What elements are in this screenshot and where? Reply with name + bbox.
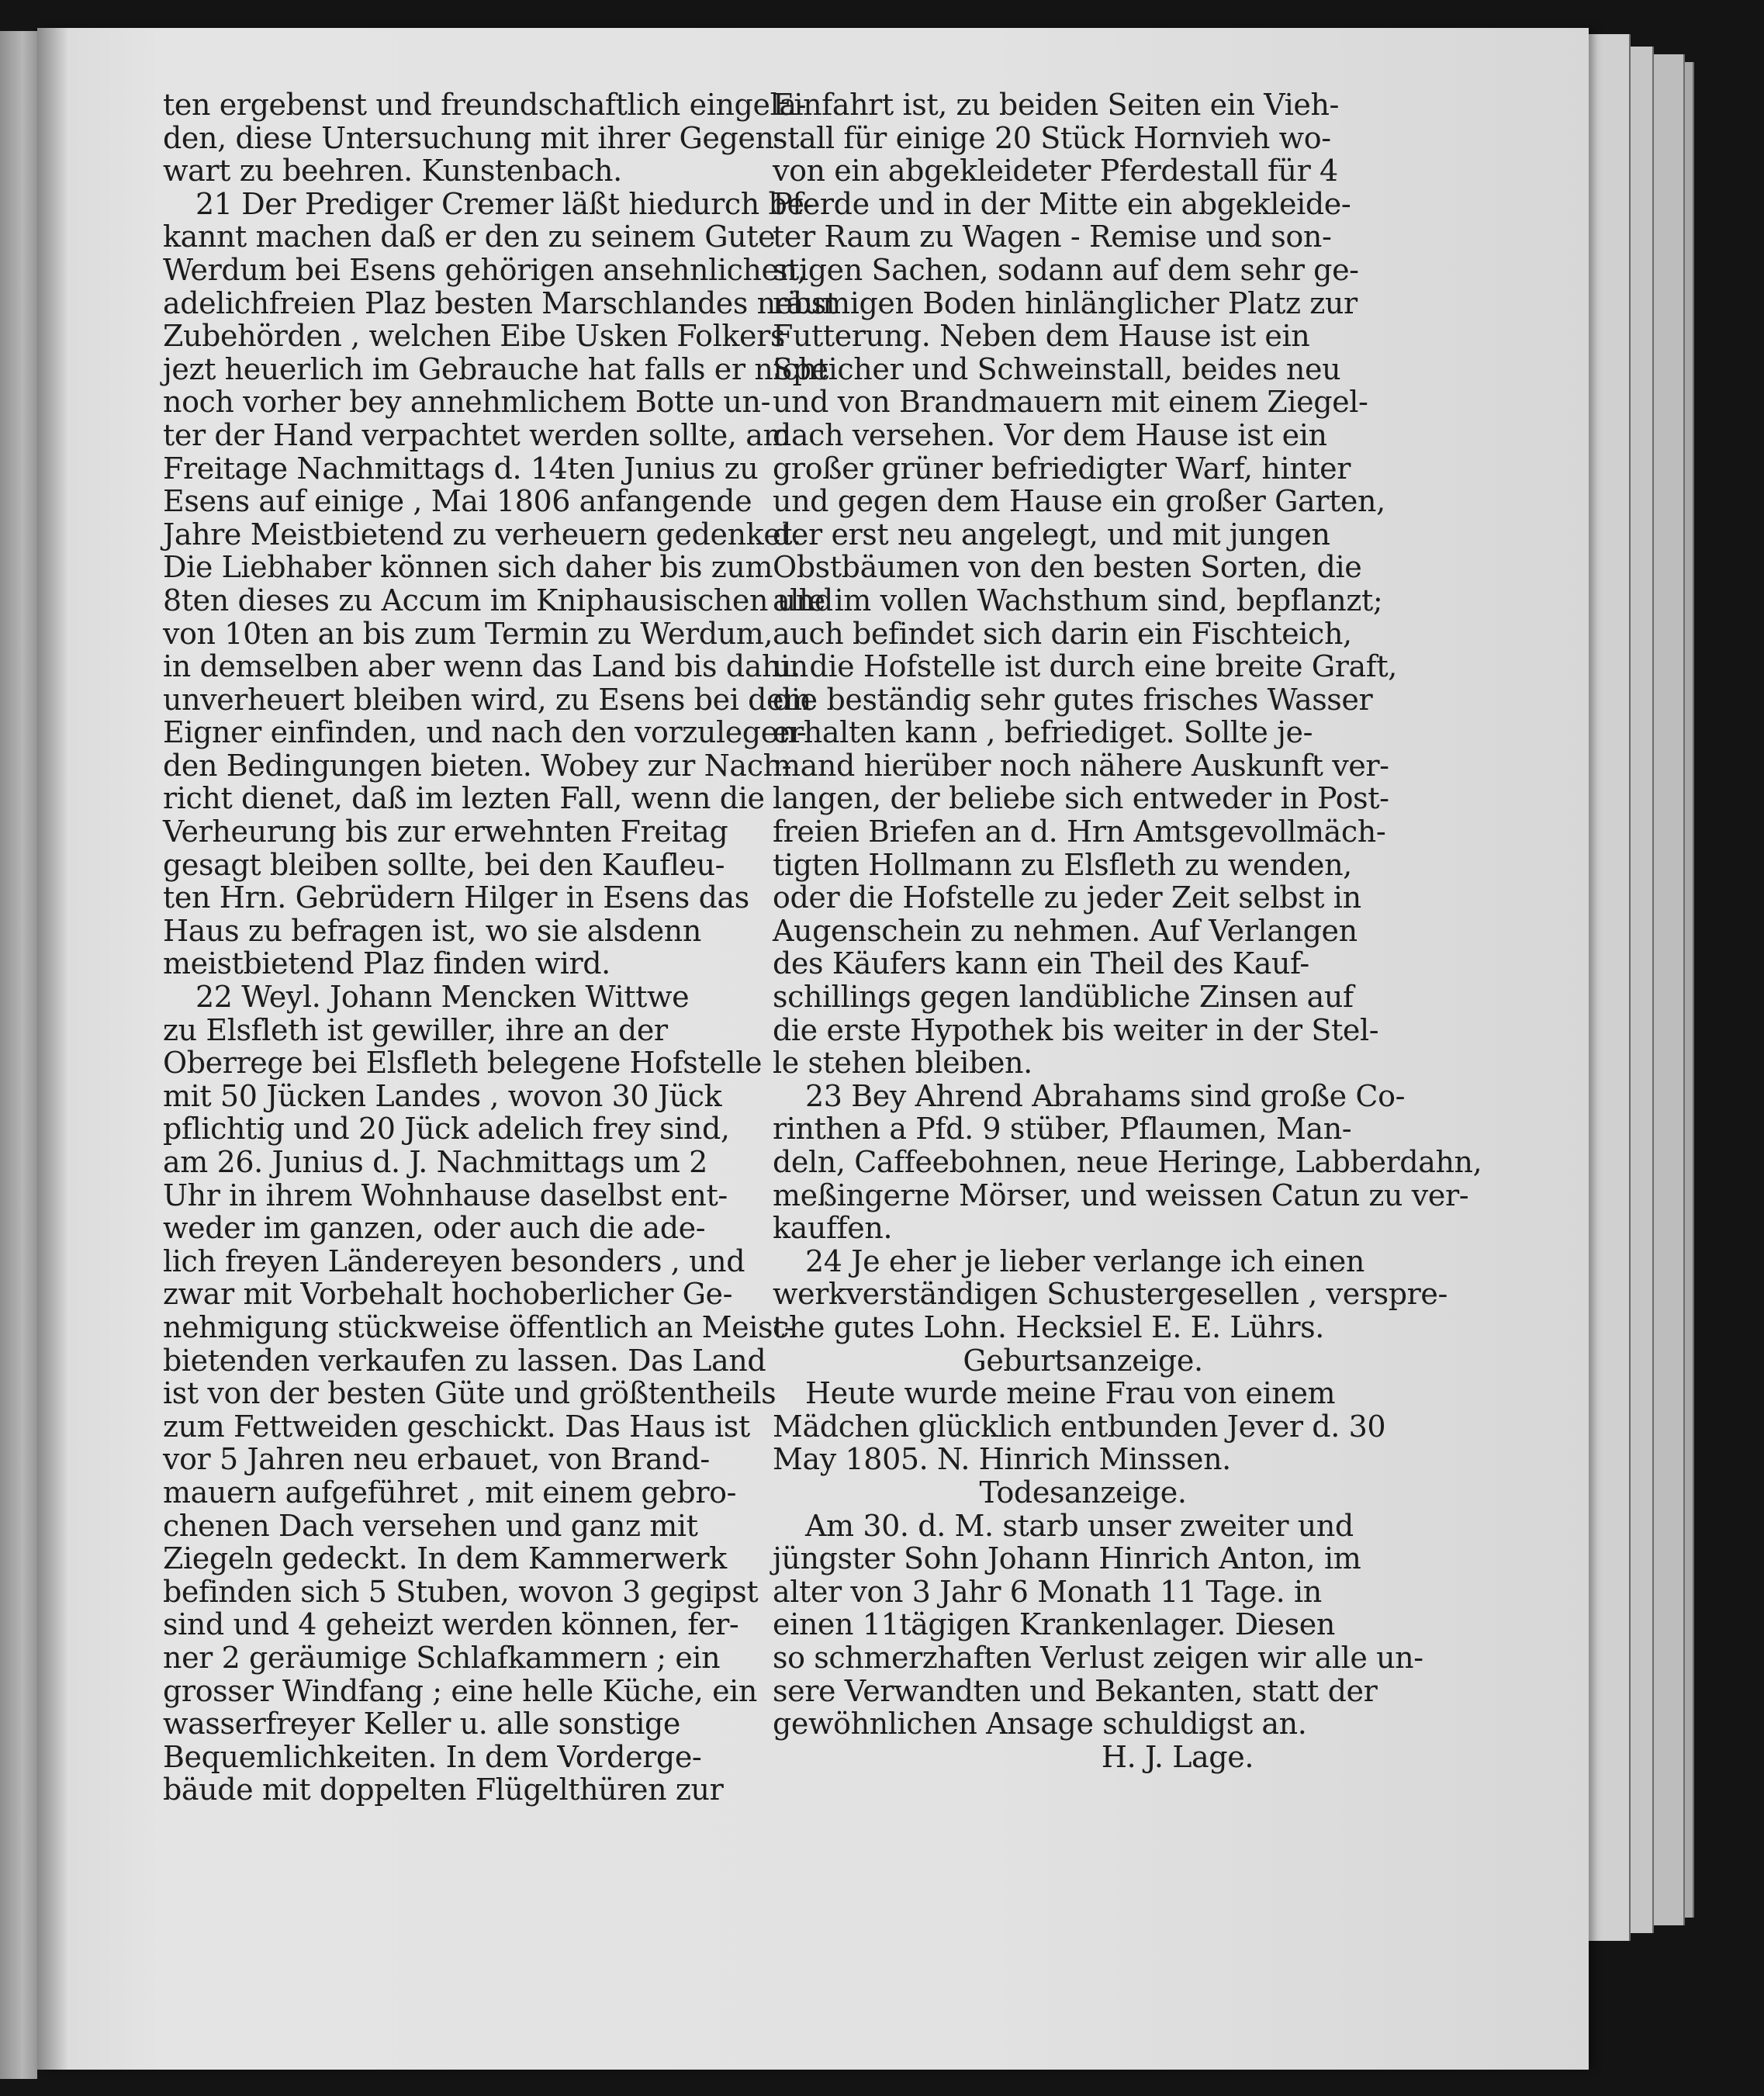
page-stack-edge: [1582, 34, 1631, 1941]
text-line: mand hierüber noch nähere Auskunft ver-: [773, 748, 1389, 783]
text-line: schillings gegen landübliche Zinsen auf: [773, 980, 1354, 1015]
text-line: und von Brandmauern mit einem Ziegel-: [773, 385, 1368, 420]
text-line: so schmerzhaften Verlust zeigen wir alle un-: [773, 1640, 1423, 1675]
text-line: Eigner einfinden, und nach den vorzulegen-: [163, 715, 807, 750]
text-line: räumigen Boden hinlänglicher Platz zur: [773, 285, 1358, 320]
text-line: 8ten dieses zu Accum im Kniphausischen und: [163, 583, 833, 617]
notice-24-start: 24 Je eher je lieber verlange ich einen: [805, 1243, 1365, 1278]
text-line: Speicher und Schweinstall, beides neu: [773, 351, 1341, 386]
text-line: kannt machen daß er den zu seinem Gute: [163, 220, 776, 254]
text-line: Werdum bei Esens gehörigen ansehnlichen,: [163, 252, 807, 287]
text-line: Jahre Meistbietend zu verheuern gedenket.: [163, 517, 801, 552]
text-line: le stehen bleiben.: [773, 1046, 1032, 1081]
text-line: den Bedingungen bieten. Wobey zur Nach-: [163, 748, 792, 783]
text-line: ist von der besten Güte und größtentheils: [163, 1376, 777, 1411]
text-line: wart zu beehren. Kunstenbach.: [163, 154, 622, 189]
right-text-column: [773, 88, 1482, 1774]
text-line: großer grüner befriedigter Warf, hinter: [773, 451, 1351, 486]
text-line: die beständig sehr gutes frisches Wasser: [773, 682, 1373, 717]
text-line: sind und 4 geheizt werden können, fer-: [163, 1607, 739, 1642]
text-line: meistbietend Plaz finden wird.: [163, 946, 610, 981]
document-page: [37, 28, 1589, 2070]
text-line: am 26. Junius d. J. Nachmittags um 2: [163, 1145, 707, 1179]
text-line: in demselben aber wenn das Land bis dahin: [163, 649, 808, 684]
text-line: zwar mit Vorbehalt hochoberlicher Ge-: [163, 1277, 733, 1312]
notice-21-start: 21 Der Prediger Cremer läßt hiedurch be-: [195, 186, 814, 221]
text-line: ter Raum zu Wagen - Remise und son-: [773, 220, 1332, 254]
section-heading-death: Todesanzeige.: [979, 1475, 1187, 1510]
text-line: befinden sich 5 Stuben, wovon 3 gegipst: [163, 1574, 759, 1609]
text-line: und gegen dem Hause ein großer Garten,: [773, 484, 1385, 519]
text-line: zu Elsfleth ist gewiller, ihre an der: [163, 1012, 668, 1047]
text-line: rinthen a Pfd. 9 stüber, Pflaumen, Man-: [773, 1112, 1352, 1147]
text-line: unverheuert bleiben wird, zu Esens bei dem: [163, 682, 811, 717]
text-line: der erst neu angelegt, und mit jungen: [773, 517, 1330, 552]
text-line: von ein abgekleideter Pferdestall für 4: [773, 154, 1338, 189]
text-line: Verheurung bis zur erwehnten Freitag: [163, 815, 728, 849]
text-line: den, diese Untersuchung mit ihrer Gegen-: [163, 120, 784, 155]
text-line: Obstbäumen von den besten Sorten, die: [773, 550, 1362, 585]
previous-page-edge: [0, 31, 37, 2079]
text-line: Oberrege bei Elsfleth belegene Hofstelle: [163, 1046, 763, 1081]
text-line: von 10ten an bis zum Termin zu Werdum,: [163, 616, 773, 651]
text-line: erhalten kann , befriediget. Sollte je-: [773, 715, 1313, 750]
page-gutter: [37, 28, 68, 2070]
text-line: ter der Hand verpachtet werden sollte, am: [163, 417, 791, 452]
text-line: gesagt bleiben sollte, bei den Kaufleu-: [163, 847, 725, 882]
text-line: nehmigung stückweise öffentlich an Meist-: [163, 1309, 794, 1344]
section-heading-birth: Geburtsanzeige.: [963, 1343, 1203, 1378]
text-line: Freitage Nachmittags d. 14ten Junius zu: [163, 451, 759, 486]
text-line: Augenschein zu nehmen. Auf Verlangen: [773, 913, 1358, 948]
notice-22-start: 22 Weyl. Johann Mencken Wittwe: [195, 980, 690, 1015]
text-line: freien Briefen an d. Hrn Amtsgevollmäch-: [773, 815, 1386, 849]
text-line: che gutes Lohn. Hecksiel E. E. Lührs.: [773, 1309, 1324, 1344]
text-line: pflichtig und 20 Jück adelich frey sind,: [163, 1112, 730, 1147]
text-line: bietenden verkaufen zu lassen. Das Land: [163, 1343, 766, 1378]
text-line: deln, Caffeebohnen, neue Heringe, Labberdahn,: [773, 1145, 1482, 1179]
text-line: auch befindet sich darin ein Fischteich,: [773, 616, 1352, 651]
text-line: Futterung. Neben dem Hause ist ein: [773, 319, 1310, 354]
text-line: langen, der beliebe sich entweder in Post-: [773, 781, 1389, 816]
text-line: des Käufers kann ein Theil des Kauf-: [773, 946, 1309, 981]
text-line: grosser Windfang ; eine helle Küche, ein: [163, 1673, 757, 1708]
text-line: meßingerne Mörser, und weissen Catun zu ver-: [773, 1178, 1469, 1212]
text-line: einen 11tägigen Krankenlager. Diesen: [773, 1607, 1335, 1642]
text-line: Pferde und in der Mitte ein abgekleide-: [773, 186, 1351, 221]
text-line: tigten Hollmann zu Elsfleth zu wenden,: [773, 847, 1352, 882]
signature-line: H. J. Lage.: [1101, 1739, 1254, 1774]
text-line: oder die Hofstelle zu jeder Zeit selbst in: [773, 880, 1361, 915]
text-line: Bequemlichkeiten. In dem Vorderge-: [163, 1739, 702, 1774]
text-line: richt dienet, daß im lezten Fall, wenn die: [163, 781, 765, 816]
text-line: Uhr in ihrem Wohnhause daselbst ent-: [163, 1178, 728, 1212]
text-line: jezt heuerlich im Gebrauche hat falls er nicht: [163, 351, 828, 386]
text-line: zum Fettweiden geschickt. Das Haus ist: [163, 1409, 750, 1444]
text-line: mit 50 Jücken Landes , wovon 30 Jück: [163, 1078, 722, 1113]
text-line: chenen Dach versehen und ganz mit: [163, 1508, 698, 1543]
text-line: ner 2 geräumige Schlafkammern ; ein: [163, 1640, 721, 1675]
text-line: ten Hrn. Gebrüdern Hilger in Esens das: [163, 880, 749, 915]
text-line: bäude mit doppelten Flügelthüren zur: [163, 1773, 724, 1807]
text-line: stigen Sachen, sodann auf dem sehr ge-: [773, 252, 1359, 287]
text-line: lich freyen Ländereyen besonders , und: [163, 1243, 745, 1278]
text-line: Einfahrt ist, zu beiden Seiten ein Vieh-: [773, 88, 1339, 122]
text-line: Die Liebhaber können sich daher bis zum: [163, 550, 773, 585]
text-line: Zubehörden , welchen Eibe Usken Folkers: [163, 319, 785, 354]
text-line: wasserfreyer Keller u. alle sonstige: [163, 1707, 681, 1741]
text-line: Am 30. d. M. starb unser zweiter und: [805, 1508, 1354, 1543]
text-line: Heute wurde meine Frau von einem: [805, 1376, 1336, 1411]
text-line: werkverständigen Schustergesellen , verspre-: [773, 1277, 1448, 1312]
text-line: gewöhnlichen Ansage schuldigst an.: [773, 1707, 1307, 1741]
text-line: stall für einige 20 Stück Hornvieh wo-: [773, 120, 1331, 155]
text-line: noch vorher bey annehmlichem Botte un-: [163, 385, 771, 420]
text-line: alter von 3 Jahr 6 Monath 11 Tage. in: [773, 1574, 1322, 1609]
text-line: adelichfreien Plaz besten Marschlandes nebst: [163, 285, 838, 320]
text-line: jüngster Sohn Johann Hinrich Anton, im: [773, 1541, 1361, 1576]
text-line: Haus zu befragen ist, wo sie alsdenn: [163, 913, 701, 948]
notice-23-start: 23 Bey Ahrend Abrahams sind große Co-: [805, 1078, 1406, 1113]
text-line: weder im ganzen, oder auch die ade-: [163, 1211, 706, 1246]
text-line: dach versehen. Vor dem Hause ist ein: [773, 417, 1327, 452]
text-line: mauern aufgeführet , mit einem gebro-: [163, 1475, 737, 1510]
text-line: Esens auf einige , Mai 1806 anfangende: [163, 484, 752, 519]
text-line: vor 5 Jahren neu erbauet, von Brand-: [163, 1442, 710, 1477]
text-line: sere Verwandten und Bekanten, statt der: [773, 1673, 1378, 1708]
text-line: May 1805. N. Hinrich Minssen.: [773, 1442, 1231, 1477]
text-line: Ziegeln gedeckt. In dem Kammerwerk: [163, 1541, 727, 1576]
text-line: Mädchen glücklich entbunden Jever d. 30: [773, 1409, 1386, 1444]
text-line: u. die Hofstelle ist durch eine breite Graft,: [773, 649, 1397, 684]
text-line: die erste Hypothek bis weiter in der Stel-: [773, 1012, 1379, 1047]
text-line: ten ergebenst und freundschaftlich eingela-: [163, 88, 807, 122]
text-line: kauffen.: [773, 1211, 893, 1246]
text-line: alle im vollen Wachsthum sind, bepflanzt;: [773, 583, 1383, 617]
